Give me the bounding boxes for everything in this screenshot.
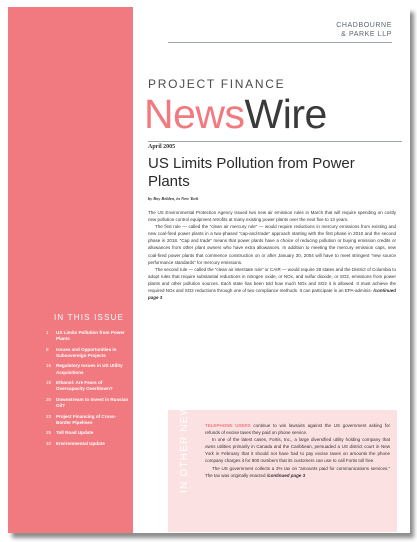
toc-page-number: 18 bbox=[46, 380, 52, 386]
newsletter-page bbox=[8, 7, 410, 533]
issue-date: April 2005 bbox=[148, 144, 176, 150]
other-news-paragraph bbox=[205, 465, 390, 479]
toc-page-number: 40 bbox=[46, 440, 52, 446]
other-news-paragraph-text: The US government collects a 3% tax on “amounts paid for communications services.” The tax was originally enacted bbox=[205, 465, 390, 478]
header-divider bbox=[168, 42, 392, 43]
toc-title: Project Financing of Cross-Border Pipelines bbox=[56, 413, 116, 425]
other-news-lead: TELEPHONE USERS bbox=[205, 423, 251, 428]
masthead-kicker: PROJECT FINANCE bbox=[148, 77, 286, 91]
firm-logo bbox=[336, 21, 392, 39]
toc-title: Ethanol: Are Fears of Overcapacity Overblown? bbox=[56, 380, 113, 392]
sidebar bbox=[8, 7, 133, 533]
article-paragraph: The first rule — called the “clean air mercury rule” — would require reductions in mercury emissions from existing and new coal-fired power plants in a two-phased “cap-and-trade” approach starting with the first phase in 2010 and the second phase in 2018. “Cap and trade” means that power plants have a choice of reducing pollution or buying emission credits or allowances from other plant owners who have extra allowances. In addition to meeting the mercury emission caps, new coal-fired power plants that commence construction on or after January 30, 2004 will have to meet stringent “new source performance standards” for mercury emissions. bbox=[148, 224, 396, 265]
firm-name-line1: CHADBOURNE bbox=[336, 22, 392, 29]
toc-title: US Limits Pollution from Power Plants bbox=[56, 330, 125, 342]
table-of-contents bbox=[46, 330, 130, 451]
toc-item[interactable] bbox=[46, 441, 130, 447]
article-headline: US Limits Pollution from Power Plants bbox=[148, 155, 355, 190]
toc-item[interactable] bbox=[46, 330, 130, 342]
toc-item[interactable] bbox=[46, 414, 130, 426]
toc-page-number: 15 bbox=[46, 363, 52, 369]
toc-title: Regulatory Issues in US Utility Acquisitions bbox=[56, 363, 123, 375]
firm-name-line2: & PARKE LLP bbox=[341, 31, 392, 38]
toc-page-number: 1 bbox=[46, 330, 49, 335]
masthead-divider bbox=[148, 141, 402, 142]
toc-item[interactable] bbox=[46, 347, 130, 359]
toc-title: Environmental Update bbox=[56, 440, 105, 446]
toc-page-number: 20 bbox=[46, 396, 52, 402]
article-paragraph bbox=[148, 266, 396, 301]
sidebar-heading: IN THIS ISSUE bbox=[54, 313, 125, 322]
toc-page-number: 8 bbox=[46, 346, 49, 352]
toc-page-number: 23 bbox=[46, 413, 52, 419]
continued-link[interactable]: /continued page 3 bbox=[266, 472, 306, 478]
masthead-wire: Wire bbox=[244, 91, 327, 137]
other-news-label: IN OTHER NEWS bbox=[179, 396, 190, 493]
other-news-paragraph: In one of the latest cases, Fortis, Inc., a large diversified utility holding company that owns utilities primarily in Canada and the Caribbean, persuaded a US district court in New York in February that it should not have had to pay excise taxes on amounts the phone company charges it for 800 numbers that its customers can use to call Fortis toll free. bbox=[205, 437, 390, 464]
toc-title: Downstream to Invest in Russian Oil? bbox=[56, 396, 129, 409]
toc-item[interactable] bbox=[46, 380, 130, 392]
toc-item[interactable] bbox=[46, 363, 130, 375]
other-news-paragraph-text: continue to win lawsuits against the US government asking for refunds of excise taxes they paid on phone service. bbox=[205, 423, 390, 436]
toc-item[interactable] bbox=[46, 430, 130, 436]
other-news-body bbox=[205, 422, 390, 479]
masthead-title bbox=[144, 91, 327, 137]
toc-item[interactable] bbox=[46, 397, 130, 409]
toc-title: Toll Road Update bbox=[56, 430, 94, 436]
article-byline: by Roy Belden, in New York bbox=[148, 196, 199, 201]
toc-title: Issues and Opportunities in Subsovereign Projects bbox=[56, 346, 117, 358]
article-paragraph: The US Environmental Protection Agency issued two new air emission rules in March that will require spending on costly new pollution control equipment retrofits at many existing power plants over the next five to 13 years. bbox=[148, 210, 396, 223]
continued-link[interactable]: /continued page 3 bbox=[148, 288, 396, 301]
article-paragraph-text: The second rule — called the “clean air interstate rule” or CAIR — would require 28 states and the District of Columbia to adopt rules that require substantial reductions in nitrogen oxide, or NOx, and sulfur dioxide, or SO2, emissions from power plants and other pollution sources. Each state has been told how much NOx and SO2 it is allowed. It must achieve the required NOx and SO2 reductions through one of two compliance methods. It can participate in an EPA-adminis- bbox=[148, 266, 396, 294]
article-body bbox=[148, 209, 396, 301]
other-news-paragraph bbox=[205, 422, 390, 436]
masthead-news: News bbox=[144, 91, 245, 137]
toc-page-number: 25 bbox=[46, 430, 52, 436]
